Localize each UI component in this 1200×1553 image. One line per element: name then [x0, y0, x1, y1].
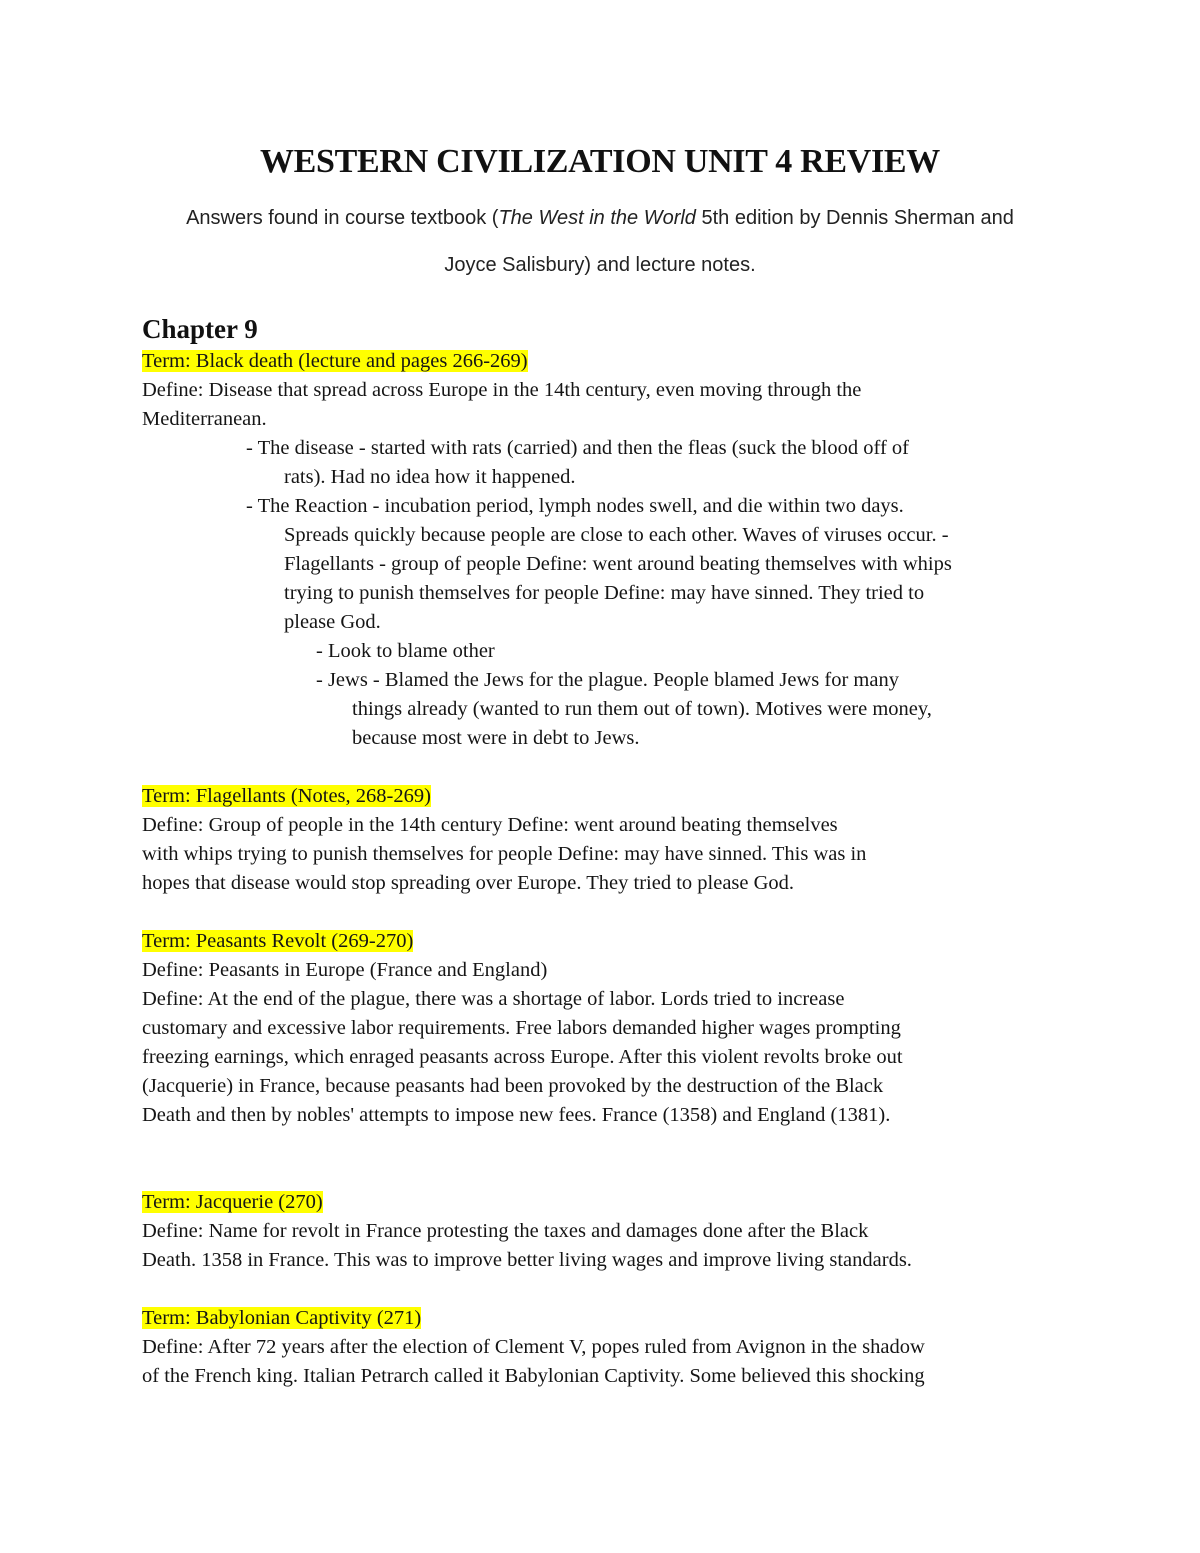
- spacer: [142, 753, 1062, 782]
- subtitle-post: 5th edition by Dennis Sherman and: [695, 207, 1014, 229]
- subtitle-line-1: [0, 206, 1200, 230]
- definition-line: with whips trying to punish themselves for people Define: may have sinned. This was in: [142, 843, 867, 865]
- sub-bullet-line: - Look to blame other: [316, 640, 495, 662]
- sub-bullet-line: because most were in debt to Jews.: [352, 727, 640, 749]
- bullet-line: Spreads quickly because people are close to each other. Waves of viruses occur. -: [284, 524, 949, 546]
- term-highlight: Term: Babylonian Captivity (271): [142, 1307, 422, 1329]
- term-highlight: Term: Flagellants (Notes, 268-269): [142, 785, 431, 807]
- term-heading: [142, 347, 1062, 376]
- textbook-title: The West in the World: [498, 207, 696, 229]
- term-heading: [142, 927, 1062, 956]
- spacer: [142, 898, 1062, 927]
- term-highlight: Term: Peasants Revolt (269-270): [142, 930, 414, 952]
- terms-list: [142, 347, 1062, 1391]
- definition-line: hopes that disease would stop spreading over Europe. They tried to please God.: [142, 872, 795, 894]
- definition-line: Define: Disease that spread across Europe in the 14th century, even moving through the: [142, 379, 862, 401]
- bullet-line: - The Reaction - incubation period, lymph nodes swell, and die within two days.: [246, 495, 904, 517]
- chapter-heading: Chapter 9: [142, 314, 258, 344]
- bullet-line: please God.: [284, 611, 381, 633]
- definition-line: Define: Name for revolt in France protesting the taxes and damages done after the Black: [142, 1220, 869, 1242]
- definition-line: (Jacquerie) in France, because peasants had been provoked by the destruction of the Black: [142, 1075, 884, 1097]
- sub-bullet-line: things already (wanted to run them out of town). Motives were money,: [352, 698, 932, 720]
- definition-line: Define: Peasants in Europe (France and England): [142, 959, 548, 981]
- definition-line: Define: At the end of the plague, there was a shortage of labor. Lords tried to increase: [142, 988, 845, 1010]
- sub-bullet-line: - Jews - Blamed the Jews for the plague. People blamed Jews for many: [316, 669, 899, 691]
- definition-line: Define: After 72 years after the election of Clement V, popes ruled from Avignon in the shadow: [142, 1336, 925, 1358]
- term-highlight: Term: Jacquerie (270): [142, 1191, 323, 1213]
- definition-line: Death. 1358 in France. This was to improve better living wages and improve living standards.: [142, 1249, 912, 1271]
- definition-line: customary and excessive labor requirements. Free labors demanded higher wages prompting: [142, 1017, 901, 1039]
- bullet-line: trying to punish themselves for people Define: may have sinned. They tried to: [284, 582, 925, 604]
- term-heading: [142, 1188, 1062, 1217]
- subtitle-pre: Answers found in course textbook (: [186, 207, 499, 229]
- bullet-line: Flagellants - group of people Define: went around beating themselves with whips: [284, 553, 952, 575]
- document-title: WESTERN CIVILIZATION UNIT 4 REVIEW: [259, 143, 941, 180]
- bullet-line: - The disease - started with rats (carried) and then the fleas (suck the blood off of: [246, 437, 909, 459]
- definition-line: Death and then by nobles' attempts to impose new fees. France (1358) and England (1381).: [142, 1104, 891, 1126]
- spacer: [142, 1275, 1062, 1304]
- definition-line: freezing earnings, which enraged peasants across Europe. After this violent revolts broke out: [142, 1046, 903, 1068]
- term-heading: [142, 782, 1062, 811]
- term-highlight: Term: Black death (lecture and pages 266-269): [142, 350, 528, 372]
- definition-line: Define: Group of people in the 14th century Define: went around beating themselves: [142, 814, 838, 836]
- definition-line: of the French king. Italian Petrarch called it Babylonian Captivity. Some believed this shocking: [142, 1365, 925, 1387]
- subtitle-line-2: Joyce Salisbury) and lecture notes.: [444, 254, 756, 276]
- spacer: [142, 1130, 1062, 1188]
- definition-line: Mediterranean.: [142, 408, 267, 430]
- term-heading: [142, 1304, 1062, 1333]
- bullet-line: rats). Had no idea how it happened.: [284, 466, 576, 488]
